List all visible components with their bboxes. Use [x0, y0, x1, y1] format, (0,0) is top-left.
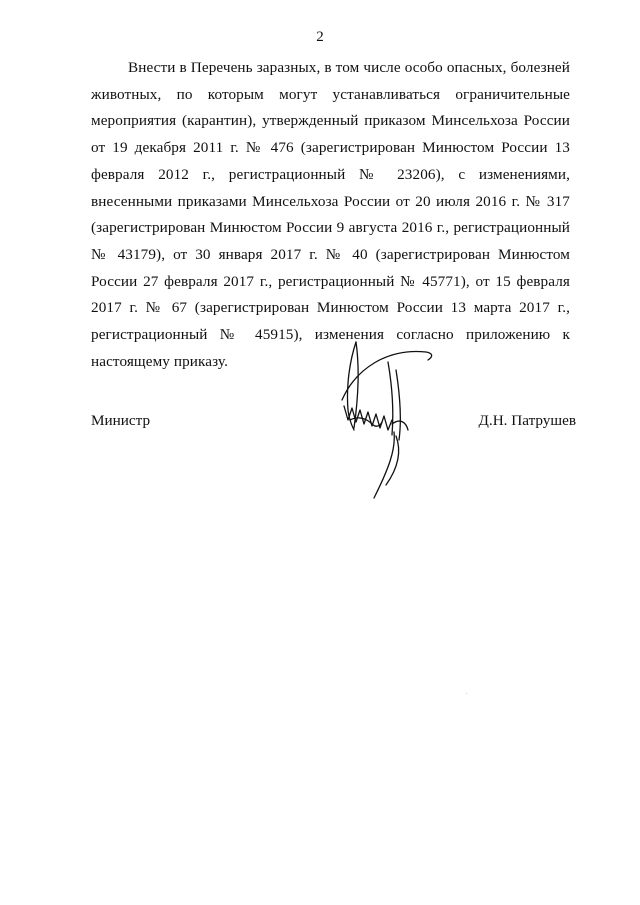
page-number: 2: [316, 29, 324, 45]
signatory-name: Д.Н. Патрушев: [478, 412, 576, 429]
signatory-title: Министр: [91, 412, 151, 429]
scan-speck: [466, 693, 467, 694]
body-paragraph: Внести в Перечень заразных, в том числе особо опасных, болезней животных, по которым могут устанавливаться ограничительные мероприятия (карантин), утвержденный приказом Минсельхоза России от 19 декабря 2011 г. № 476 (зарегистрирован Минюстом России 13 февраля 2012 г., регистрационный № 23206), с изменениями, внесенными приказами Минсельхоза России от 20 июля 2016 г. № 317 (зарегистрирован Минюстом России 9 августа 2016 г., регистрационный № 43179), от 30 января 2017 г. № 40 (зарегистрирован Минюстом России 27 февраля 2017 г., регистрационный № 45771), от 15 февраля 2017 г. № 67 (зарегистрирован Минюстом России 13 марта 2017 г., регистрационный № 45915), изменения согласно приложению к настоящему приказу.: [91, 59, 570, 370]
signature-block: [91, 410, 576, 432]
handwritten-signature: [336, 340, 436, 505]
